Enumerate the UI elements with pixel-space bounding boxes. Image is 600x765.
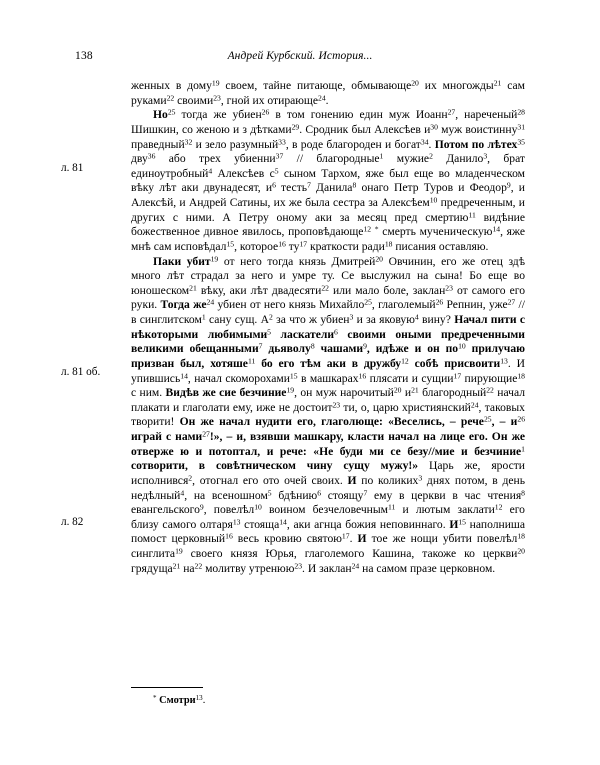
- body-text-column: [131, 79, 525, 576]
- margin-folio-note-2: л. 81 об.: [61, 366, 101, 378]
- paragraph-continuation: женных в дому$^{19}$ своем, тайне питающе, обмывающе$^{20}$ их многожды$^{21}$ сам руками$^{22}$ своими$^{23}$, гной их отирающе$^{24}$.: [131, 78, 526, 107]
- margin-folio-note-1: л. 81: [61, 162, 84, 174]
- paragraph-no: $Но^{25}$ тогда же убиен$^{26}$ в том гонению един муж Иоанн$^{27}$, нареченый$^{28}$ Шишкин, со женою и з дѣтками$^{29}$. Сродник был Алексѣев $и^{30}$ муж воистинну$^{31}$ праведный$^{32}$ и зело разумный$^{33}$, в роде благороден и богат$^{34}$. Потом по лѣтех$^{35}$ дву$^{36}$ або трех убиенни$^{37}$ // благородные$^1$ мужие$^2$ Данило$^3$, брат единоутробный$^4$ Алексѣев $с^5$ сыном Тархом, яже был еще во младенческом вѣку лѣт аки двунадесят, $и^6$ тесть$^7$ Данила$^8$ онаго Петр Туров и Феодор$^9$, и Алексѣй, и Андрей Сатины, их же была сестра за Алексѣем$^{10}$ предреченным, и других с ними. А Петру оному аки за месяц пред смертию$^{11}$ видѣние божественное дивное явилось, проповѣдающе$^{12}$ * смерть мученическую$^{14}$, яже мнѣ сам исповѣдал$^{15}$, которое$^{16}$ $ту^{17}$ краткости ради$^{18}$ писания оставляю.: [131, 107, 526, 253]
- margin-folio-note-3: л. 82: [61, 516, 84, 528]
- paragraph-paki: Паки убит$^{19}$ от него тогда князь Дмитрей$^{20}$ Овчинин, его же отец здѣ много лѣт страдал за него и умре ту. Се выслужил на сына! Бо еще во юношеском$^{21}$ вѣку, аки лѣт двадесяти$^{22}$ или мало боле, заклан$^{23}$ от самого его руки. Тогда $же^{24}$ убиен от него князь Михайло$^{25}$, глаголемый$^{26}$ Репнин, уже$^{27}$ // в синглитском$^1$ сану сущ. $А^2$ за что ж убиен$^3$ и за яковую$^4$ вину? Начал пити с нѣкоторыми любимыми$^5$ ласкатели$^6$ своими оными предреченными великими обещанными$^7$ дьяволу$^8$ чашами$^9$, идѣже и он $по^{10}$ прилучаю призван был, хотяше$^{11}$ бо его тѣм аки в дружбу$^{12}$ собѣ присвоити$^{13}$. И упившись$^{14}$, начал скоморохами$^{15}$ в машкарах$^{16}$ плясати и сущии$^{17}$ пирующие$^{18}$ с ним. Видѣв же сие безчиние$^{19}$, он муж нарочитый$^{20}$ $и^{21}$ благородный$^{22}$ начал плакати и глаголати ему, иже не достоит$^{23}$ ти, о, царю християнский$^{24}$, таковых творити! Он же начал нудити его, глаголюще: «Веселись, – рече$^{25}$, – $и^{26}$ играй с нами$^{27}$!», – и, взявши машкару, класти начал на лице его. Он же отверже ю и потоптал, и рече: «Не буди ми се безу//мие и безчиние$^1$ сотворити, в совѣтническом чину сущу мужу!» Царь же, ярости исполнився$^2$, отогнал его ото очей своих. И по коликих$^3$ днях потом, в день недѣлный$^4$, на всеношном$^5$ бдѣнию$^6$ стоящу$^7$ ему в церкви в час чтения$^8$ евангельского$^9$, повелѣл$^{10}$ воином безчеловечным$^{11}$ и лютым заклати$^{12}$ его близу самого олтаря$^{13}$ стояща$^{14}$, аки агнца божия неповиннаго. $И^{15}$ наполниша помост церковный$^{16}$ весь кровию святою$^{17}$. И тое же нощи убити повелѣл$^{18}$ синглита$^{19}$ своего князя Юрья, глаголемого Кашина, такоже ко церкви$^{20}$ грядуща$^{21}$ $на^{22}$ молитву утренюю$^{23}$. И заклан$^{24}$ на самом празе церковном.: [131, 253, 526, 575]
- footnote-smotri: * Смотри$^{13}$.: [153, 693, 206, 706]
- page-number: 138: [75, 50, 93, 62]
- running-head: [75, 50, 525, 66]
- footnote-separator-rule: [131, 687, 203, 688]
- running-title: Андрей Курбский. История...: [227, 50, 373, 62]
